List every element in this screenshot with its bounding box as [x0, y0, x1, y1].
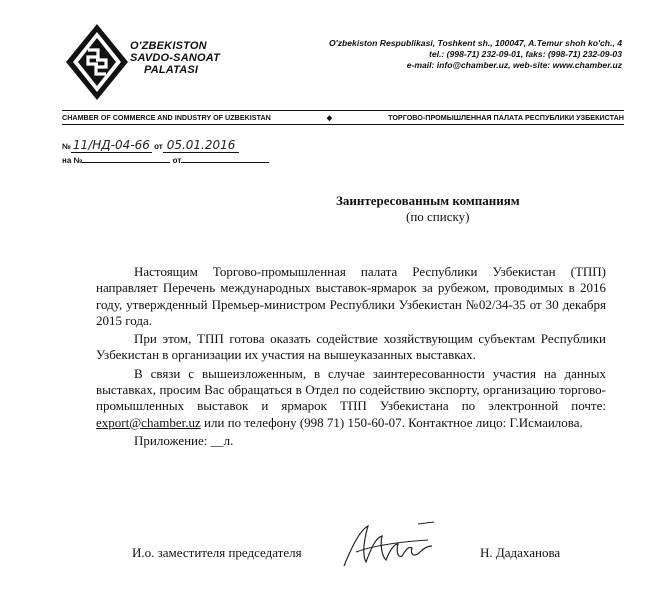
org-name-russian: ТОРГОВО-ПРОМЫШЛЕННАЯ ПАЛАТА РЕСПУБЛИКИ УЗБЕКИСТАН: [388, 113, 624, 122]
address-line: tel.: (998-71) 232-09-01, faks: (998-71) 232-09-03: [429, 49, 622, 59]
address-line: e-mail: info@chamber.uz, web-site: www.chamber.uz: [406, 60, 622, 70]
ref-no-label: №: [62, 142, 71, 151]
org-name-english: CHAMBER OF COMMERCE AND INDUSTRY OF UZBEKISTAN: [62, 113, 271, 122]
reply-from-blank: [181, 162, 269, 163]
address-line: O'zbekiston Respublikasi, Toshkent sh., 100047, A.Temur shoh ko'ch., 4: [328, 38, 622, 48]
paragraph: При этом, ТПП готова оказать содействие хозяйствующим субъектам Республики Узбекистан в организации их участия на вышеуказанных выставках.: [96, 331, 606, 363]
email-link[interactable]: export@chamber.uz: [96, 414, 201, 430]
ref-from-value: 05.01.2016: [163, 138, 240, 153]
letter-body: [96, 264, 606, 451]
separator-diamond-icon: ◆: [326, 113, 333, 122]
paragraph-text: или по телефону (998 71) 150-60-07. Контактное лицо: Г.Исмаилова.: [200, 414, 583, 430]
signatory-name: Н. Дадаханова: [480, 545, 561, 560]
recipient-title: Заинтересованным компаниям: [336, 193, 520, 208]
paragraph: Настоящим Торгово-промышленная палата Республики Узбекистан (ТПП) направляет Перечень международных выставок-ярмарок за рубежом, проводимых в 2016 году, утвержденный Премьер-министром Республики Узбекистан №02/34-35 от 30 декабря 2015 года.: [96, 264, 606, 328]
reply-no-blank: [82, 162, 170, 163]
chamber-logo: [64, 22, 130, 102]
org-name-line: O'ZBEKISTON: [130, 40, 207, 52]
ref-from-label: от: [154, 142, 163, 151]
reply-from-label: от: [172, 156, 182, 165]
recipient-subtitle: (по списку): [406, 209, 470, 224]
incoming-reference: [62, 156, 269, 165]
org-names-bar: [62, 113, 624, 122]
header-divider-bottom: [62, 124, 624, 125]
attachment-note: Приложение: __л.: [134, 432, 234, 448]
outgoing-reference: [62, 138, 239, 152]
header-divider-top: [62, 110, 624, 111]
handwritten-signature: [338, 516, 438, 572]
signatory-position: И.о. заместителя председателя: [132, 545, 302, 560]
paragraph: [96, 366, 606, 431]
org-address: [329, 38, 622, 71]
org-name-line: SAVDO-SANOAT: [130, 52, 220, 64]
ref-no-value: 11/НД-04-66: [72, 138, 150, 152]
org-name-line: PALATASI: [144, 64, 199, 76]
reply-no-label: на №: [62, 156, 83, 165]
paragraph-text: В связи с вышеизложенным, в случае заинтересованности участия на данных выставках, просим Вас обращаться в Отдел по содействию экспорту, организацию торгово-промышленных выставок и ярмарок ТПП Узбекистана по электронной почте:: [96, 365, 606, 414]
org-name-uz: [130, 40, 220, 76]
